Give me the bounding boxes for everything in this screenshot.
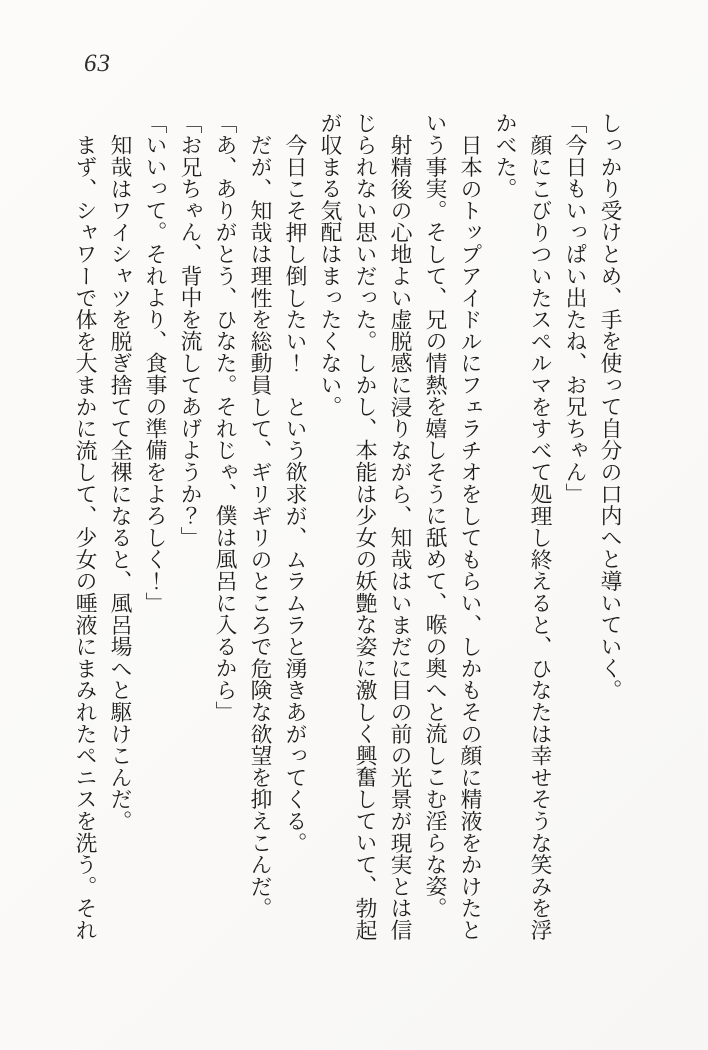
paragraph-2: 「今日もいっぱい出たね、お兄ちゃん」 xyxy=(563,112,587,505)
paragraph-4: 日本のトップアイドルにフェラチオをしてもらい、しかもその顔に精液をかけたという事実。そして、兄の情熱を嬉しそうに舐めて、喉の奥へと流しこむ淫らな姿。 xyxy=(423,112,482,941)
paragraph-3: 顔にこびりついたスペルマをすべて処理し終えると、ひなたは幸せそうな笑みを浮かべた。 xyxy=(493,112,552,941)
paragraph-5: 射精後の心地よい虚脱感に浸りながら、知哉はいまだに目の前の光景が現実とは信じられない思いだった。しかし、本能は少女の妖艶な姿に激しく興奮していて、勃起が収まる気配はまったくない。 xyxy=(318,112,412,941)
paragraph-6: 今日こそ押し倒したい！ という欲求が、ムラムラと湧きあがってくる。 xyxy=(283,133,307,854)
paragraph-9: 「お兄ちゃん、背中を流してあげようか？」 xyxy=(178,112,202,548)
paragraph-12: まず、シャワーで体を大まかに流して、少女の唾液にまみれたペニスを洗う。それ xyxy=(73,133,97,941)
paragraph-8: 「あ、ありがとう、ひなた。それじゃ、僕は風呂に入るから」 xyxy=(213,112,237,723)
page-number: 63 xyxy=(84,50,111,77)
paragraph-11: 知哉はワイシャツを脱ぎ捨てて全裸になると、風呂場へと駆けこんだ。 xyxy=(108,133,132,832)
paragraph-1: しっかり受けとめ、手を使って自分の口内へと導いていく。 xyxy=(598,112,622,701)
paragraph-7: だが、知哉は理性を総動員して、ギリギリのところで危険な欲望を抑えこんだ。 xyxy=(248,133,272,919)
paragraph-10: 「いいって。それより、食事の準備をよろしく！」 xyxy=(143,112,167,614)
text-block xyxy=(67,112,627,948)
